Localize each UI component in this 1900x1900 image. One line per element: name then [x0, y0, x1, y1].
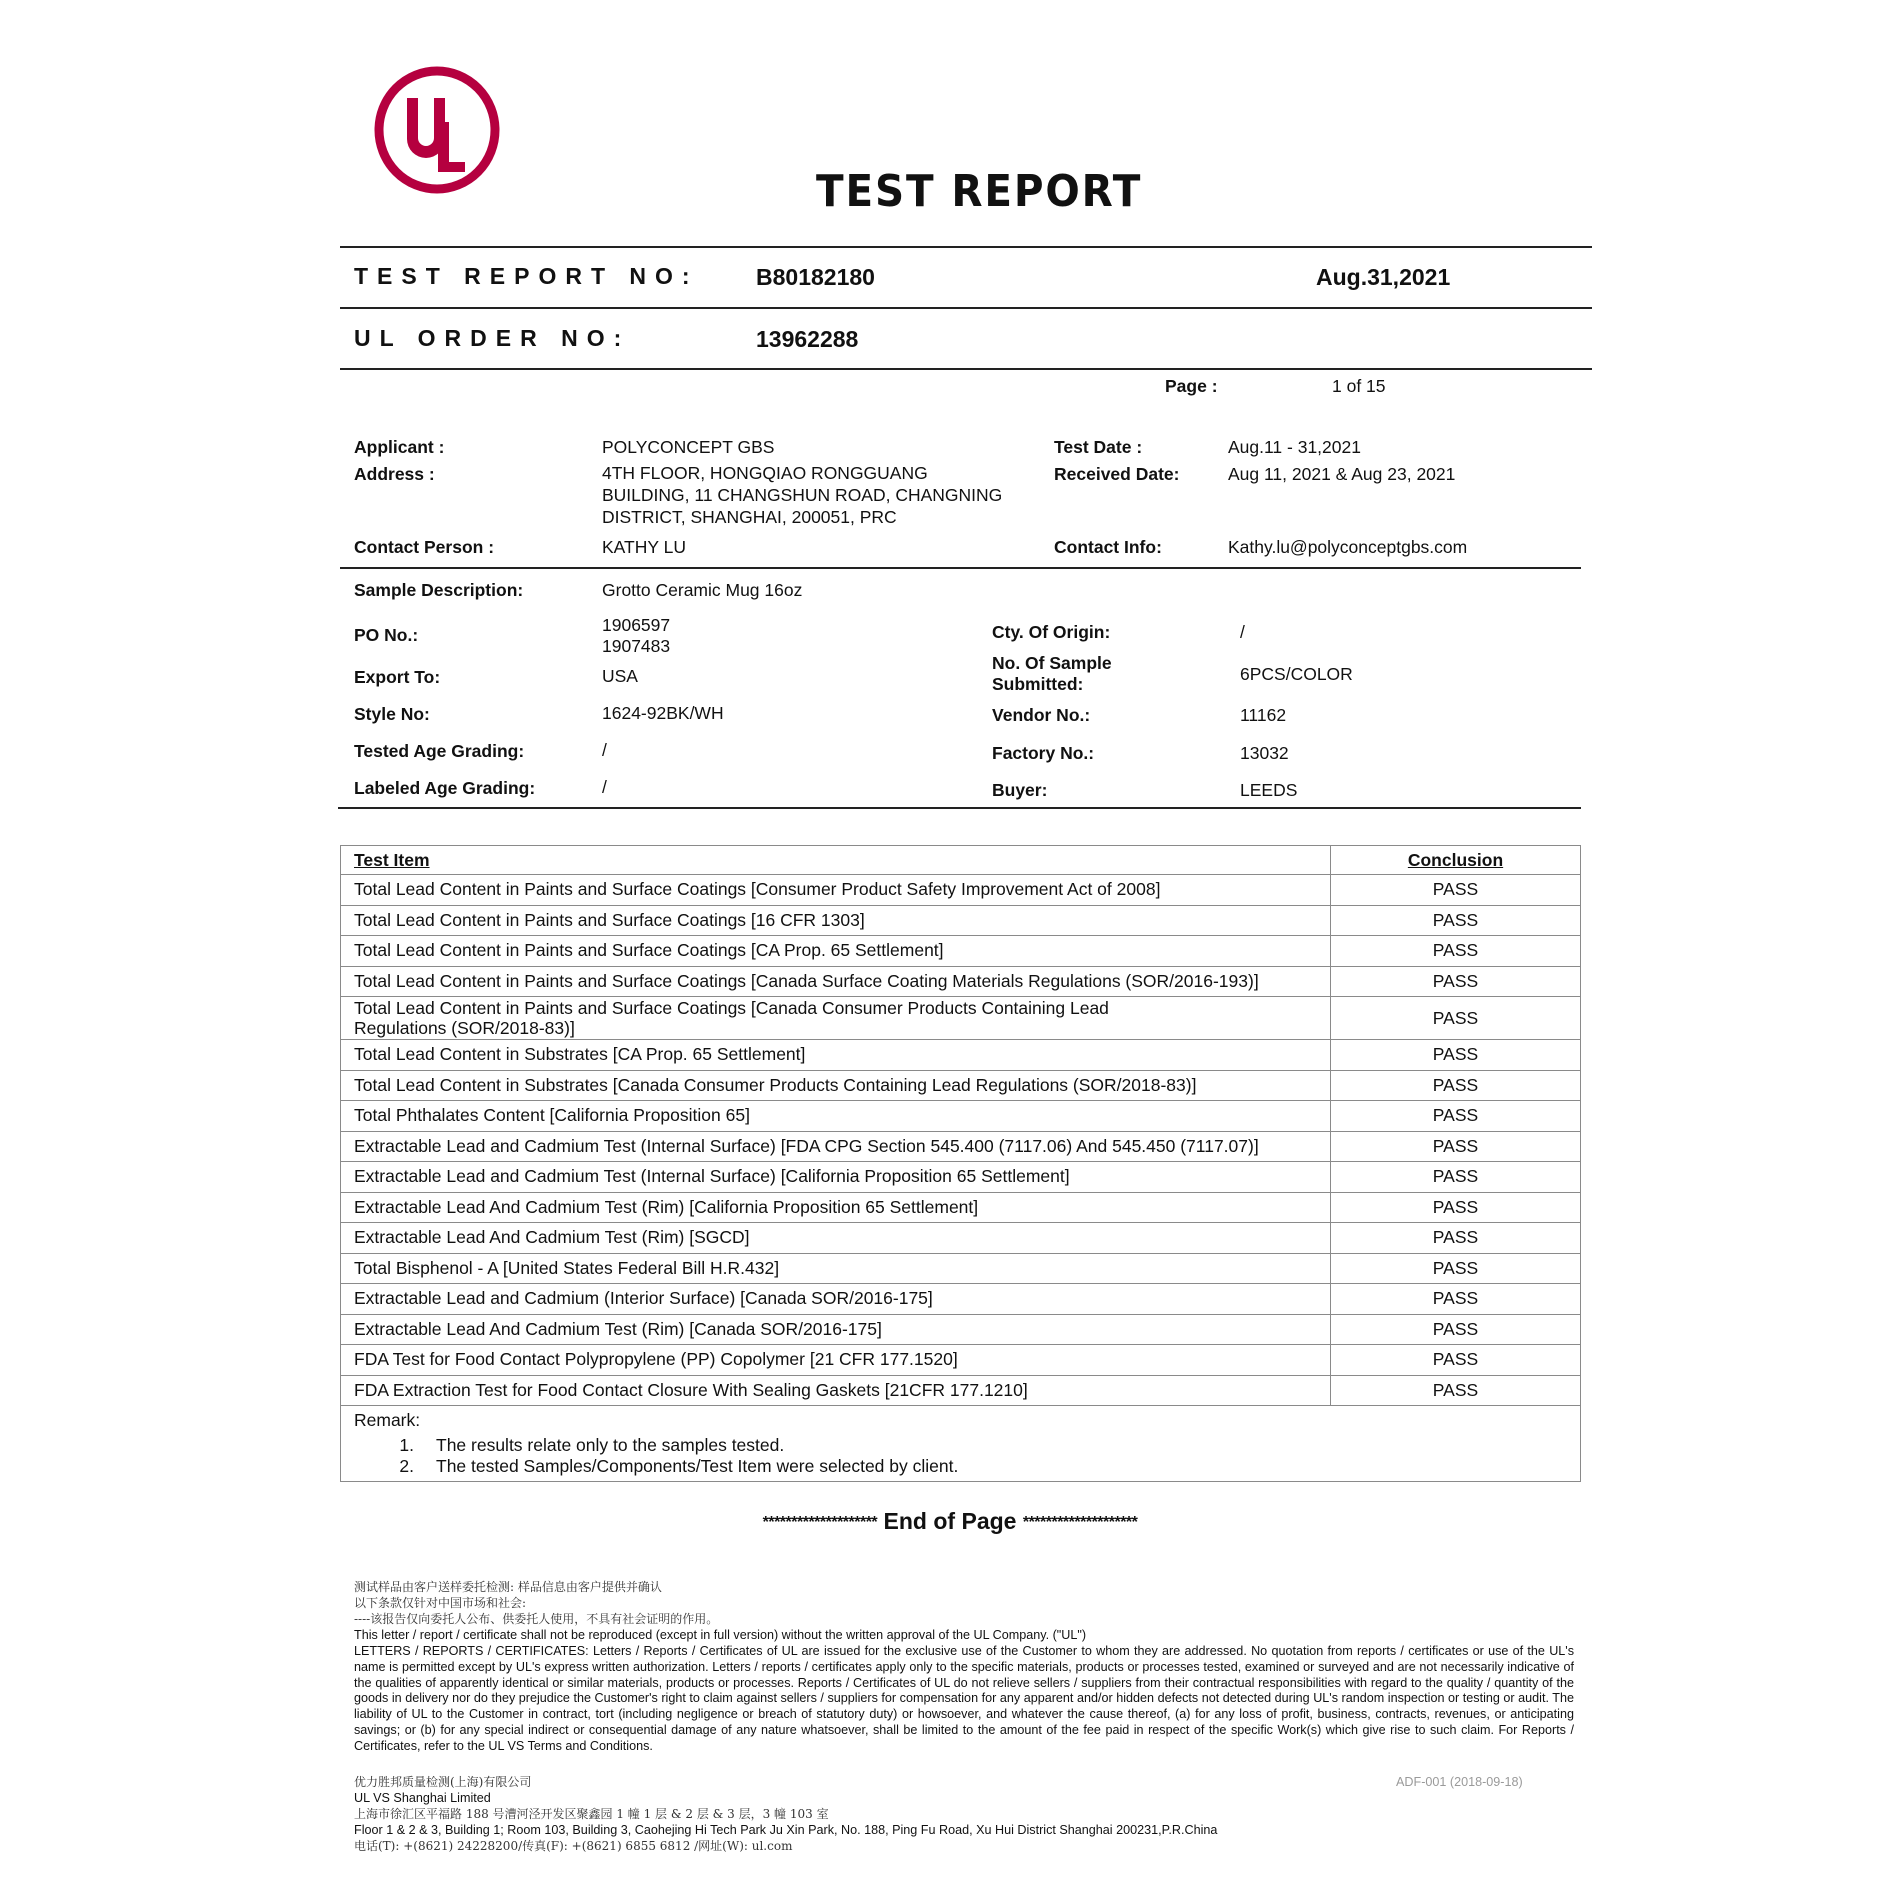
- po-label: PO No.:: [354, 625, 419, 645]
- remark-item: 1. The results relate only to the samples tested.: [399, 1435, 785, 1455]
- num-sample-label: [992, 653, 1112, 695]
- test-date-label: Test Date :: [1054, 437, 1143, 457]
- test-item-cell: Extractable Lead and Cadmium (Interior Surface) [Canada SOR/2016-175]: [341, 1284, 1331, 1315]
- conclusion-cell: PASS: [1331, 905, 1581, 936]
- address-label: Address :: [354, 464, 435, 484]
- tested-age-label: Tested Age Grading:: [354, 741, 525, 761]
- footer-contact-line: 电话(T): +(8621) 24228200/传真(F): +(8621) 6855 6812 /网址(W): ul.com: [354, 1839, 793, 1853]
- remark-row: [341, 1406, 1581, 1482]
- table-row: [341, 1253, 1581, 1284]
- table-row: [341, 1375, 1581, 1406]
- conclusion-cell: PASS: [1331, 875, 1581, 906]
- tested-age-value: /: [602, 740, 607, 760]
- test-item-cell: Total Lead Content in Substrates [Canada Consumer Products Containing Lead Regulations (SOR/2018-83)]: [341, 1070, 1331, 1101]
- conclusion-cell: PASS: [1331, 1223, 1581, 1254]
- footer-disclaimer: LETTERS / REPORTS / CERTIFICATES: Letters / Reports / Certificates of UL are issued for the exclusive use of the Customer to whom they are addressed. No quotation from reports / certificates or use of the UL's name is permitted except by UL's express written authorization. Letters / reports / certificates apply only to the specific materials, products or processes tested, examined or surveyed and are not necessarily indicative of the qualities of apparently identical or similar materials, products or processes. Reports / Certificates of UL do not relieve sellers / suppliers from their contractual responsibilities with regard to the quality / quantity of the goods in delivery nor do they prejudice the Customer's right to claim against sellers / suppliers for compensation for any apparent and/or hidden defects not detected during UL's random inspection or testing or audit. The liability of UL to the Customer in contract, tort (including negligence or breach of statutory duty) or howsoever, and whatever the cause thereof, (a) for any loss of profit, business, contracts, revenues, or anticipating savings; or (b) for any special indirect or consequential damage of any nature whatsoever, shall be limited to the amount of the fee paid in respect of the specific Work(s) which give rise to such claim. For Reports / Certificates, refer to the UL VS Terms and Conditions.: [354, 1644, 1574, 1753]
- table-row: [341, 1131, 1581, 1162]
- received-date-label: Received Date:: [1054, 464, 1180, 484]
- po-number: 1907483: [602, 636, 671, 656]
- test-item-cell: Extractable Lead And Cadmium Test (Rim) [Canada SOR/2016-175]: [341, 1314, 1331, 1345]
- order-no-value: 13962288: [756, 326, 859, 352]
- page-label: Page :: [1165, 376, 1218, 396]
- style-no-label: Style No:: [354, 704, 430, 724]
- footer-cn-line: 测试样品由客户送样委托检测: 样品信息由客户提供并确认: [354, 1580, 662, 1594]
- po-number: 1906597: [602, 615, 671, 635]
- address-line: 4TH FLOOR, HONGQIAO RONGGUANG: [602, 463, 928, 483]
- divider: [340, 307, 1592, 309]
- report-no-label: TEST REPORT NO:: [354, 263, 699, 289]
- table-row: [341, 1162, 1581, 1193]
- end-of-page-text: End of Page: [883, 1508, 1017, 1534]
- test-results-table: [340, 845, 1581, 1482]
- conclusion-cell: PASS: [1331, 936, 1581, 967]
- contact-info-label: Contact Info:: [1054, 537, 1162, 557]
- table-row: [341, 936, 1581, 967]
- test-item-cell: Extractable Lead and Cadmium Test (Internal Surface) [California Proposition 65 Settlement]: [341, 1162, 1331, 1193]
- remark-item: 2. The tested Samples/Components/Test Item were selected by client.: [399, 1456, 959, 1476]
- contact-person-label: Contact Person :: [354, 537, 495, 557]
- test-item-cell: Total Bisphenol - A [United States Federal Bill H.R.432]: [341, 1253, 1331, 1284]
- test-item-cell: Total Lead Content in Paints and Surface Coatings [Canada Surface Coating Materials Regulations (SOR/2016-193)]: [341, 966, 1331, 997]
- num-sample-value: 6PCS/COLOR: [1240, 664, 1353, 684]
- document-title: TEST REPORT: [816, 166, 1143, 217]
- report-date: Aug.31,2021: [1316, 264, 1451, 290]
- divider: [340, 567, 1581, 569]
- po-values: [602, 615, 670, 657]
- test-item-cell: Total Lead Content in Paints and Surface Coatings [16 CFR 1303]: [341, 905, 1331, 936]
- table-header-row: [341, 846, 1581, 875]
- table-row: [341, 997, 1581, 1040]
- contact-person-value: KATHY LU: [602, 537, 686, 557]
- conclusion-cell: PASS: [1331, 1314, 1581, 1345]
- buyer-label: Buyer:: [992, 780, 1048, 800]
- table-row: [341, 1192, 1581, 1223]
- conclusion-cell: PASS: [1331, 1040, 1581, 1071]
- test-item-cell: Total Lead Content in Paints and Surface Coatings [Consumer Product Safety Improvement Act of 2008]: [341, 875, 1331, 906]
- remark-cell: [341, 1406, 1581, 1482]
- footer-reproduce-notice: This letter / report / certificate shall not be reproduced (except in full version) without the written approval of the UL Company. ("UL"): [354, 1628, 1087, 1642]
- footer-company-en: UL VS Shanghai Limited: [354, 1791, 491, 1805]
- test-item-cell: Total Lead Content in Substrates [CA Prop. 65 Settlement]: [341, 1040, 1331, 1071]
- remark-label: Remark:: [354, 1410, 421, 1430]
- origin-value: /: [1240, 622, 1245, 642]
- end-stars-right: ********************: [1022, 1514, 1138, 1531]
- remark-list: [354, 1435, 1567, 1477]
- labeled-age-label: Labeled Age Grading:: [354, 778, 536, 798]
- address-line: BUILDING, 11 CHANGSHUN ROAD, CHANGNING: [602, 485, 1003, 505]
- style-no-value: 1624-92BK/WH: [602, 703, 724, 723]
- conclusion-cell: PASS: [1331, 1345, 1581, 1376]
- vendor-no-label: Vendor No.:: [992, 705, 1091, 725]
- test-item-cell: Total Phthalates Content [California Proposition 65]: [341, 1101, 1331, 1132]
- divider: [340, 368, 1592, 370]
- report-no-value: B80182180: [756, 264, 875, 290]
- applicant-label: Applicant :: [354, 437, 445, 457]
- test-item-cell: FDA Extraction Test for Food Contact Closure With Sealing Gaskets [21CFR 177.1210]: [341, 1375, 1331, 1406]
- end-of-page-marker: [0, 1508, 1900, 1535]
- table-row: [341, 1223, 1581, 1254]
- test-item-cell: Extractable Lead and Cadmium Test (Internal Surface) [FDA CPG Section 545.400 (7117.06) And 545.450 (7117.07)]: [341, 1131, 1331, 1162]
- footer-address-en: Floor 1 & 2 & 3, Building 1; Room 103, Building 3, Caohejing Hi Tech Park Ju Xin Park, No. 188, Ping Fu Road, Xu Hui District Shanghai 200231,P.R.China: [354, 1823, 1218, 1837]
- form-code: ADF-001 (2018-09-18): [1396, 1775, 1523, 1789]
- table-row: [341, 875, 1581, 906]
- table-row: [341, 1040, 1581, 1071]
- footer-cn-line: 以下条款仅针对中国市场和社会:: [354, 1596, 527, 1610]
- buyer-value: LEEDS: [1240, 780, 1298, 800]
- factory-no-label: Factory No.:: [992, 743, 1095, 763]
- factory-no-value: 13032: [1240, 743, 1289, 763]
- test-item-cell: FDA Test for Food Contact Polypropylene (PP) Copolymer [21 CFR 177.1520]: [341, 1345, 1331, 1376]
- origin-label: Cty. Of Origin:: [992, 622, 1111, 642]
- page-value: 1 of 15: [1332, 376, 1386, 396]
- test-date-value: Aug.11 - 31,2021: [1228, 437, 1361, 457]
- footer-cn-line: ----该报告仅向委托人公布、供委托人使用，不具有社会证明的作用。: [354, 1612, 719, 1626]
- sample-description-label: Sample Description:: [354, 580, 524, 600]
- export-to-label: Export To:: [354, 667, 441, 687]
- conclusion-cell: PASS: [1331, 1284, 1581, 1315]
- ul-logo: [373, 66, 501, 194]
- footer-address-cn: 上海市徐汇区平福路 188 号漕河泾开发区聚鑫园 1 幢 1 层 & 2 层 & 3 层，3 幢 103 室: [354, 1807, 829, 1821]
- test-item-cell: Total Lead Content in Paints and Surface Coatings [Canada Consumer Products Containing Lead Regulations (SOR/2018-83)]: [341, 997, 1331, 1040]
- conclusion-cell: PASS: [1331, 1070, 1581, 1101]
- address-line: DISTRICT, SHANGHAI, 200051, PRC: [602, 507, 897, 527]
- column-header-conclusion: Conclusion: [1331, 846, 1581, 875]
- table-row: [341, 1101, 1581, 1132]
- labeled-age-value: /: [602, 777, 607, 797]
- end-stars-left: ********************: [762, 1514, 878, 1531]
- table-row: [341, 1070, 1581, 1101]
- table-row: [341, 1284, 1581, 1315]
- conclusion-cell: PASS: [1331, 997, 1581, 1040]
- conclusion-cell: PASS: [1331, 1192, 1581, 1223]
- table-row: [341, 966, 1581, 997]
- address-value: [602, 462, 1002, 528]
- divider: [340, 246, 1592, 248]
- divider: [338, 807, 1581, 809]
- test-item-cell: Extractable Lead And Cadmium Test (Rim) [California Proposition 65 Settlement]: [341, 1192, 1331, 1223]
- conclusion-cell: PASS: [1331, 966, 1581, 997]
- contact-info-value[interactable]: Kathy.lu@polyconceptgbs.com: [1228, 537, 1468, 557]
- sample-description-value: Grotto Ceramic Mug 16oz: [602, 580, 803, 600]
- applicant-value: POLYCONCEPT GBS: [602, 437, 775, 457]
- column-header-test-item: Test Item: [341, 846, 1331, 875]
- num-sample-label-line: Submitted:: [992, 674, 1084, 694]
- table-row: [341, 1345, 1581, 1376]
- conclusion-cell: PASS: [1331, 1162, 1581, 1193]
- conclusion-cell: PASS: [1331, 1253, 1581, 1284]
- table-row: [341, 1314, 1581, 1345]
- conclusion-cell: PASS: [1331, 1131, 1581, 1162]
- conclusion-cell: PASS: [1331, 1101, 1581, 1132]
- test-item-cell: Extractable Lead And Cadmium Test (Rim) [SGCD]: [341, 1223, 1331, 1254]
- export-to-value: USA: [602, 666, 638, 686]
- test-item-cell: Total Lead Content in Paints and Surface Coatings [CA Prop. 65 Settlement]: [341, 936, 1331, 967]
- vendor-no-value: 11162: [1240, 705, 1287, 725]
- footer-company-cn: 优力胜邦质量检测(上海)有限公司: [354, 1775, 532, 1789]
- order-no-label: UL ORDER NO:: [354, 325, 631, 351]
- received-date-value: Aug 11, 2021 & Aug 23, 2021: [1228, 464, 1456, 484]
- conclusion-cell: PASS: [1331, 1375, 1581, 1406]
- table-row: [341, 905, 1581, 936]
- num-sample-label-line: No. Of Sample: [992, 653, 1112, 673]
